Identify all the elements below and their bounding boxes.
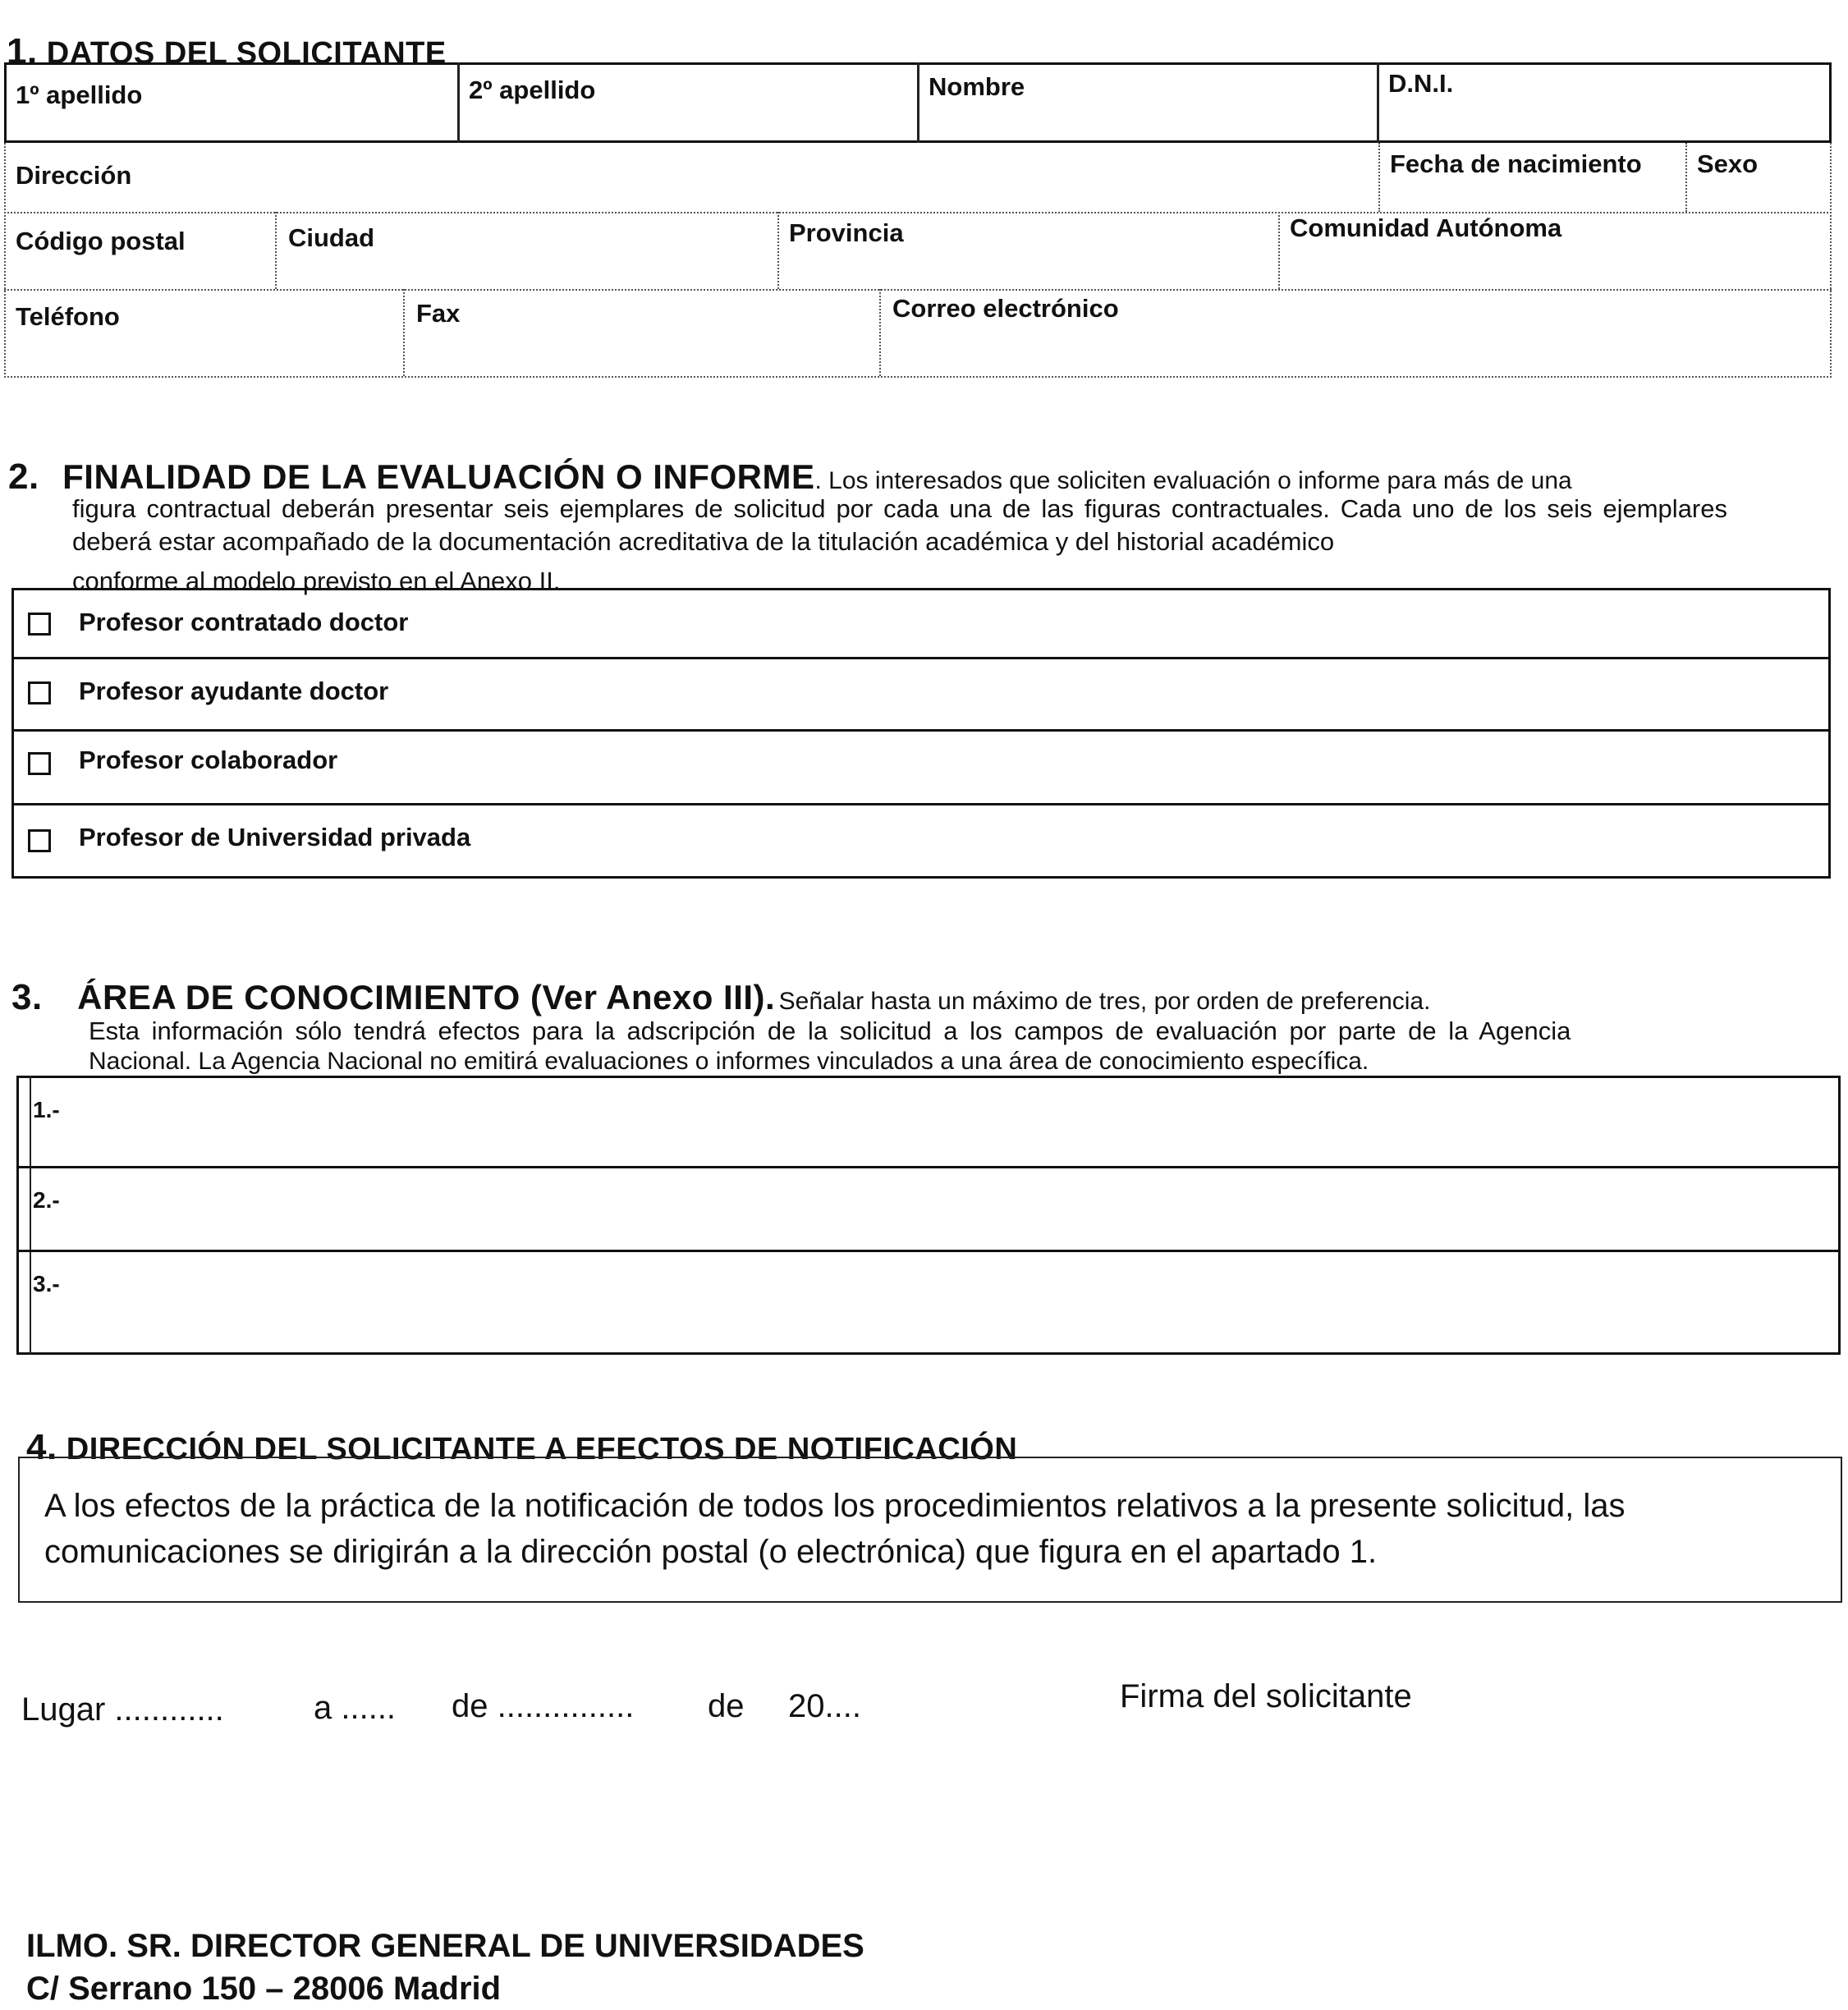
option-label: Profesor de Universidad privada [79, 823, 471, 851]
option-universidad-privada[interactable] [28, 823, 1506, 856]
fax-field[interactable]: Fax [416, 299, 461, 328]
area-row-3[interactable]: 3.- [33, 1271, 60, 1296]
applicant-data-table [4, 62, 1832, 378]
area-row-1[interactable]: 1.- [33, 1097, 60, 1122]
correo-field[interactable]: Correo electrónico [892, 294, 1119, 323]
checkbox-ayudante-doctor[interactable] [28, 681, 51, 704]
section3-title: ÁREA DE CONOCIMIENTO (Ver Anexo III). [77, 978, 776, 1016]
sexo-field[interactable]: Sexo [1697, 149, 1759, 178]
signature-label: Firma del solicitante [1120, 1678, 1412, 1714]
dni-field[interactable]: D.N.I. [1388, 69, 1454, 98]
apellido1-field[interactable]: 1º apellido [16, 80, 143, 109]
option-contratado-doctor[interactable] [28, 608, 1506, 640]
section2-intro: . Los interesados que soliciten evaluación o informe para más de una [814, 467, 1572, 494]
recipient-line-2: C/ Serrano 150 – 28006 Madrid [26, 1971, 502, 2007]
year-field[interactable]: 20.... [788, 1688, 861, 1724]
section3-heading [11, 977, 1736, 1018]
notification-line-1: A los efectos de la práctica de la notificación de todos los procedimientos relativos a la presente solicitud, las [44, 1488, 1626, 1524]
section4-number: 4. [26, 1427, 57, 1467]
option-label: Profesor colaborador [79, 746, 338, 774]
section1-title: DATOS DEL SOLICITANTE [46, 36, 447, 71]
fecha-nacimiento-field[interactable]: Fecha de nacimiento [1390, 149, 1642, 178]
section2-last-line: conforme al modelo previsto en el Anexo II. [72, 567, 561, 595]
notification-box [18, 1457, 1842, 1603]
month-field[interactable]: de ............... [452, 1688, 635, 1724]
checkbox-universidad-privada[interactable] [28, 829, 51, 852]
de-label: de [708, 1688, 745, 1724]
comunidad-autonoma-field[interactable]: Comunidad Autónoma [1290, 213, 1562, 242]
ciudad-field[interactable]: Ciudad [288, 223, 375, 252]
apellido2-field[interactable]: 2º apellido [469, 76, 596, 104]
section2-description: figura contractual deberán presentar seis ejemplares de solicitud por cada una de las figuras contractuales. Cada uno de los seis ejemplares deberá estar acompañado de la documentación acreditativa de la titulación académica y del historial académico [72, 494, 1727, 556]
option-label: Profesor ayudante doctor [79, 677, 389, 705]
direccion-field[interactable]: Dirección [16, 161, 132, 190]
knowledge-area-box [16, 1076, 1841, 1355]
option-label: Profesor contratado doctor [79, 608, 409, 636]
codigo-postal-field[interactable]: Código postal [16, 227, 186, 255]
notification-line-2: comunicaciones se dirigirán a la dirección postal (o electrónica) que figura en el apartado 1. [44, 1534, 1378, 1570]
nombre-field[interactable]: Nombre [929, 72, 1025, 101]
lugar-field[interactable]: Lugar ............ [21, 1691, 224, 1728]
option-ayudante-doctor[interactable] [28, 677, 1506, 709]
section2-heading [8, 457, 1729, 498]
section3-intro: Señalar hasta un máximo de tres, por orden de preferencia. [778, 988, 1431, 1015]
section3-last-line: Nacional. La Agencia Nacional no emitirá evaluaciones o informes vinculados a una área de conocimiento específica. [89, 1048, 1369, 1075]
section1-number: 1. [7, 31, 38, 71]
provincia-field[interactable]: Provincia [789, 218, 904, 247]
recipient-line-1: ILMO. SR. DIRECTOR GENERAL DE UNIVERSIDADES [26, 1928, 864, 1964]
section4-title: DIRECCIÓN DEL SOLICITANTE A EFECTOS DE NOTIFICACIÓN [66, 1432, 1018, 1466]
day-field[interactable]: a ...... [314, 1690, 397, 1726]
option-colaborador[interactable] [28, 746, 1506, 778]
section2-title: FINALIDAD DE LA EVALUACIÓN O INFORME [62, 457, 815, 496]
checkbox-colaborador[interactable] [28, 752, 51, 775]
area-row-2[interactable]: 2.- [33, 1187, 60, 1213]
section3-number: 3. [11, 977, 43, 1017]
section3-description: Esta información sólo tendrá efectos para la adscripción de la solicitud a los campos de evaluación por parte de la Agencia [89, 1016, 1571, 1045]
telefono-field[interactable]: Teléfono [16, 302, 120, 331]
section2-number: 2. [8, 457, 39, 497]
checkbox-contratado-doctor[interactable] [28, 613, 51, 636]
